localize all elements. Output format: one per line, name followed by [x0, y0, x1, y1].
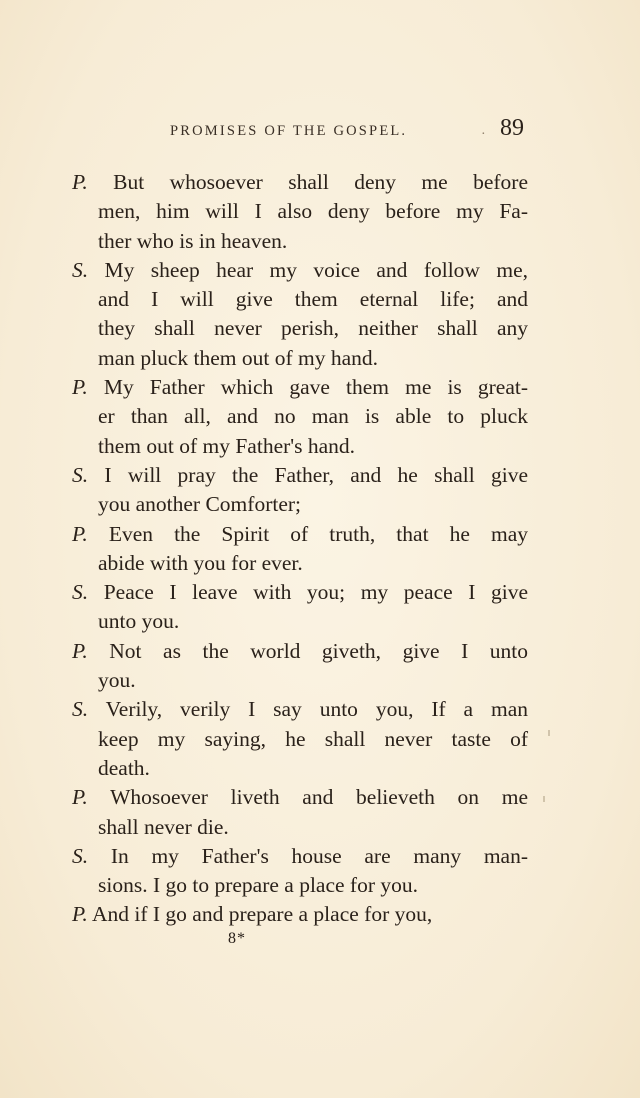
running-title: PROMISES OF THE GOSPEL. [170, 123, 408, 139]
speaker-label: P. [72, 521, 88, 546]
speaker-label: P. [72, 375, 88, 400]
line-text: Even the Spirit of truth, that he may [108, 521, 529, 546]
line-text: and I will give them eternal life; and [98, 287, 528, 312]
dialogue-text [72, 168, 528, 930]
speaker-label: P. [72, 638, 88, 663]
line-text: keep my saying, he shall never taste of [98, 726, 528, 751]
line-text: Peace I leave with you; my peace I give [103, 580, 529, 605]
speech-line-start [72, 695, 528, 724]
speech-line [72, 285, 528, 314]
speech-line [72, 666, 528, 695]
line-text: you another Comforter; [98, 492, 302, 517]
speech-line-start [72, 783, 528, 812]
speech-line [72, 725, 528, 754]
speech-line-start [72, 900, 528, 929]
line-text: Whosoever liveth and believeth on me [110, 785, 528, 810]
speaker-label: S. [72, 843, 89, 868]
speech-line-start [72, 373, 528, 402]
speaker-label: S. [72, 462, 89, 487]
signature-mark: 8* [228, 930, 246, 947]
speaker-label: P. [72, 170, 88, 194]
speech-line [72, 490, 528, 519]
speech-line [72, 227, 528, 256]
speech-line-start [72, 168, 528, 197]
line-text: abide with you for ever. [98, 550, 303, 575]
speech-line-start [72, 461, 528, 490]
speaker-label: S. [72, 257, 89, 282]
line-text: My Father which gave them me is great- [103, 375, 528, 400]
speech-line-start [72, 256, 528, 285]
line-text: er than all, and no man is able to pluck [98, 404, 528, 429]
line-text: But whosoever shall deny me before [113, 170, 529, 194]
header-dot: · [481, 127, 486, 142]
line-text: And if I go and prepare a place for you, [91, 902, 433, 927]
line-text: death. [98, 755, 150, 780]
line-text: men, him will I also deny before my Fa- [98, 199, 528, 224]
line-text: ther who is in heaven. [98, 228, 288, 253]
speech-line-start [72, 520, 528, 549]
speech-line [72, 344, 528, 373]
speech-line-start [72, 842, 528, 871]
line-text: I will pray the Father, and he shall give [104, 462, 528, 487]
page-number: 89 [500, 115, 524, 141]
line-text: sions. I go to prepare a place for you. [98, 873, 419, 898]
line-text: Not as the world giveth, give I unto [109, 638, 529, 663]
line-text: man pluck them out of my hand. [98, 345, 379, 370]
speech-line [72, 871, 528, 900]
speaker-label: S. [72, 580, 89, 605]
speech-line-start [72, 578, 528, 607]
speech-line [72, 754, 528, 783]
running-head [0, 115, 640, 145]
line-text: you. [98, 668, 136, 693]
line-text: them out of my Father's hand. [98, 433, 356, 458]
speech-line [72, 607, 528, 636]
line-text: they shall never perish, neither shall any [98, 316, 528, 341]
line-text: unto you. [98, 609, 180, 634]
line-text: shall never die. [98, 814, 229, 839]
speech-line [72, 402, 528, 431]
line-text: My sheep hear my voice and follow me, [104, 257, 528, 282]
speaker-label: P. [72, 902, 88, 927]
speaker-label: S. [72, 697, 89, 722]
line-text: Verily, verily I say unto you, If a man [105, 697, 528, 722]
paper-speck [543, 796, 545, 802]
speech-line [72, 813, 528, 842]
paper-speck [548, 730, 550, 736]
speech-line [72, 432, 528, 461]
speech-line-start [72, 637, 528, 666]
speech-line [72, 314, 528, 343]
speech-line [72, 197, 528, 226]
line-text: In my Father's house are many man- [110, 843, 528, 868]
speech-line [72, 549, 528, 578]
speaker-label: P. [72, 785, 88, 810]
